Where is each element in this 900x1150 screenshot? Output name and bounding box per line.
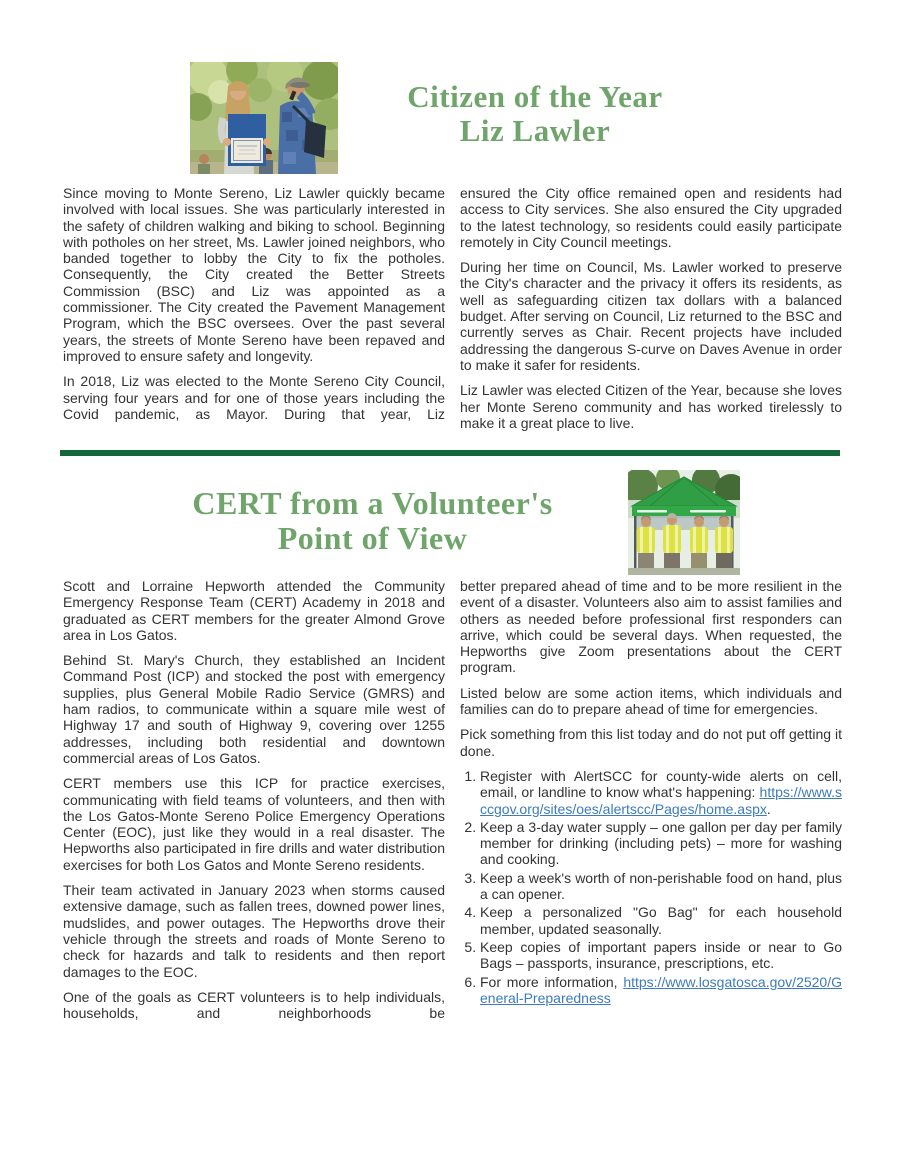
list-item — [480, 768, 842, 817]
list-item-text: Keep a personalized "Go Bag" for each household member, updated seasonally. — [480, 904, 842, 937]
paragraph: ensured the City office remained open and residents had access to City services. She also ensured the City upgraded to the latest technology, so residents could easily participate remotely in City Council meetings. — [460, 185, 842, 250]
list-item-text: Keep a week's worth of non-perishable food on hand, plus a can opener. — [480, 869, 842, 903]
cert-volunteers-photo — [628, 470, 740, 575]
article1-right-column — [460, 185, 842, 431]
list-item-text: Register with AlertSCC for county-wide alerts on cell, email, or landline to know what's happening: — [480, 767, 842, 801]
paragraph: Since moving to Monte Sereno, Liz Lawler quickly became involved with local issues. She was particularly interested in the safety of children walking and biking to school. Beginning with potholes on her street, Ms. Lawler joined neighbors, who banded together to lobby the City to fix the potholes. Consequently, the City created the Better Streets Commission (BSC) and Liz was appointed as a commissioner. The City created the Pavement Management Program, which the BSC oversees. Over the past several years, the streets of Monte Sereno have been repaved and improved to ensure safety and longevity. — [63, 185, 445, 364]
paragraph: One of the goals as CERT volunteers is to help individuals, households, and neighborhoods be — [63, 988, 445, 1022]
article2-body — [63, 578, 842, 1021]
preparedness-action-list — [462, 768, 842, 1006]
paragraph: Listed below are some action items, which individuals and families can do to prepare ahead of time for emergencies. — [460, 684, 842, 718]
citizen-award-photo — [190, 62, 338, 174]
article2-left-column — [63, 578, 445, 1021]
list-item — [480, 974, 842, 1007]
paragraph: Scott and Lorraine Hepworth attended the Community Emergency Response Team (CERT) Academy in 2018 and graduated as CERT members for the greater Almond Grove area in Los Gatos. — [63, 578, 445, 643]
list-item-text: . — [766, 800, 771, 817]
section-divider — [60, 450, 840, 456]
paragraph: Liz Lawler was elected Citizen of the Year, because she loves her Monte Sereno community and has worked tirelessly to make it a great place to live. — [460, 382, 842, 431]
article1-title-line2: Liz Lawler — [459, 113, 611, 149]
article1-title — [345, 80, 725, 148]
paragraph: CERT members use this ICP for practice exercises, communicating with field teams of volunteers, and then with the Los Gatos-Monte Sereno Police Emergency Operations Center (EOC), just like they would in a real disaster. The Hepworths also participated in fire drills and water distribution exercises for both Los Gatos and Monte Sereno residents. — [63, 775, 445, 873]
list-item-text: For more information, — [480, 973, 624, 990]
paragraph: During her time on Council, Ms. Lawler worked to preserve the City's character and the privacy it offers its residents, as well as safeguarding citizen tax dollars with a balanced budget. After serving on Council, Liz returned to the BSC and currently serves as Chair. Recent projects have included addressing the dangerous S-curve on Daves Avenue in order to make it safer for residents. — [460, 259, 842, 373]
list-item — [480, 870, 842, 903]
paragraph: better prepared ahead of time and to be more resilient in the event of a disaster. Volunteers also aim to assist families and others as needed before professional first responders can arrive, which could be several days. When requested, the Hepworths give Zoom presentations about the CERT program. — [460, 578, 842, 676]
paragraph: Pick something from this list today and do not put off getting it done. — [460, 726, 842, 759]
losgatos-preparedness-link[interactable]: https://www.losgatosca.gov/2520/General-Preparedness — [480, 973, 842, 1006]
paragraph: Their team activated in January 2023 when storms caused extensive damage, such as fallen trees, downed power lines, mudslides, and power outages. The Hepworths drove their vehicle through the streets and roads of Monte Sereno to check for hazards and talk to residents and then report damages to the EOC. — [63, 882, 445, 980]
article2-title-line2: Point of View — [277, 520, 468, 557]
list-item-text: Keep copies of important papers inside or near to Go Bags – passports, insurance, prescriptions, etc. — [480, 938, 842, 972]
list-item-text: Keep a 3-day water supply – one gallon per day per family member for drinking (including pets) – more for washing and cooking. — [480, 818, 842, 868]
article2-title — [60, 486, 685, 556]
list-item — [480, 819, 842, 868]
article1-title-line1: Citizen of the Year — [407, 79, 663, 114]
article1-body — [63, 185, 842, 431]
list-item — [480, 904, 842, 937]
article2-title-line1: CERT from a Volunteer's — [192, 485, 553, 521]
list-item — [480, 939, 842, 972]
alertscc-link[interactable]: https://www.sccgov.org/sites/oes/alertscc/Pages/home.aspx — [480, 784, 842, 817]
paragraph: Behind St. Mary's Church, they established an Incident Command Post (ICP) and stocked the post with emergency supplies, plus General Mobile Radio Service (GMRS) and ham radios, to communicate within a square mile west of Highway 17 and south of Highway 9, covering over 1255 addresses, including both residential and downtown commercial areas of Los Gatos. — [63, 652, 445, 766]
article2-right-column — [460, 578, 842, 1021]
article1-left-column — [63, 185, 445, 431]
paragraph: In 2018, Liz was elected to the Monte Sereno City Council, serving four years and for one of those years including the Covid pandemic, as Mayor. During that year, Liz — [63, 373, 445, 422]
